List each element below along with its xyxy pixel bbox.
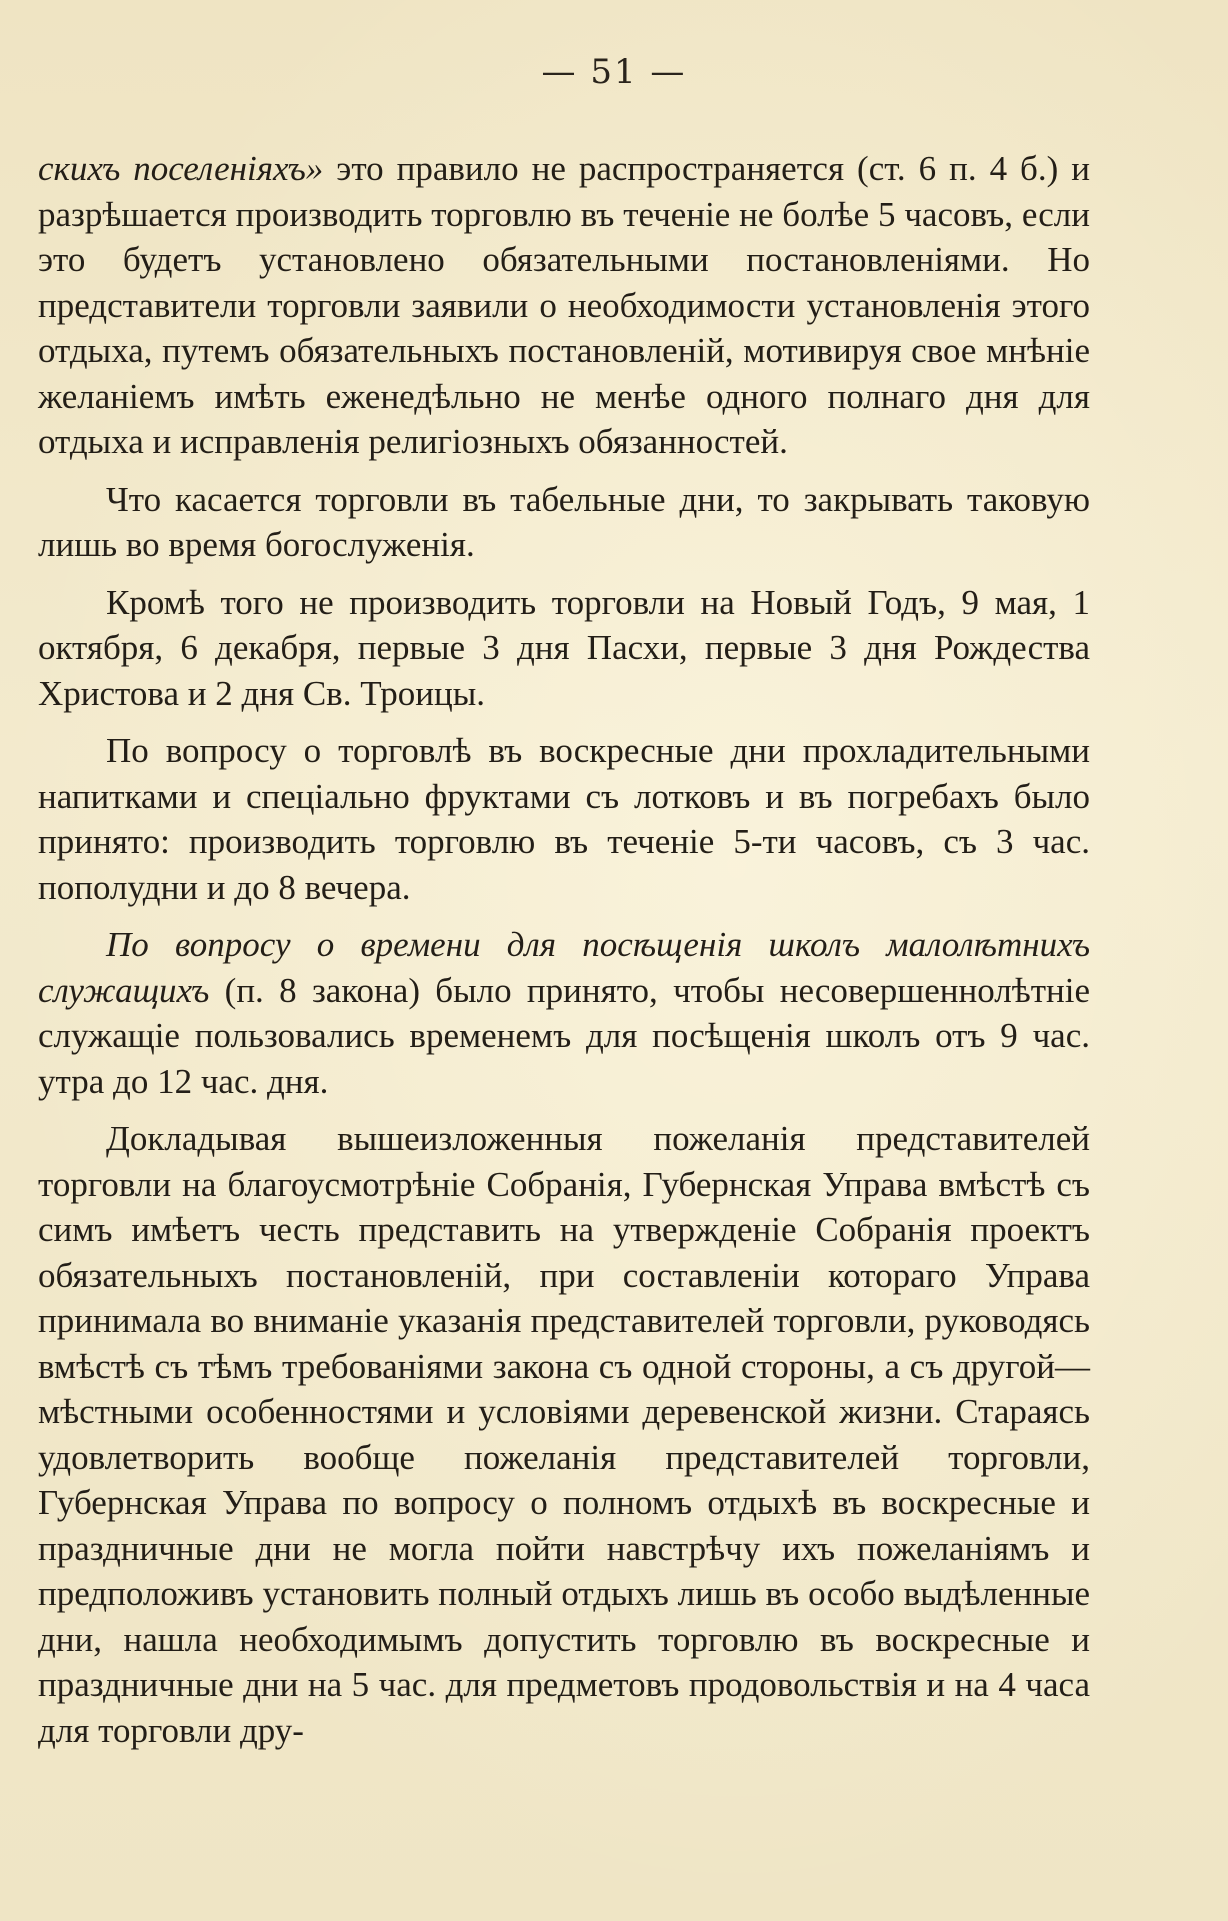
paragraph (38, 580, 1090, 717)
paragraph-text: По вопросу о торговлѣ въ воскресные дни прохладительными напитками и спеціально фруктами съ лотковъ и въ погребахъ было принято: производить торговлю въ теченіе 5-ти часовъ, съ 3 час. пополудни и до 8 вечера. (38, 731, 1090, 907)
paragraph-text: (п. 8 закона) было принято, чтобы несовершеннолѣтніе служащіе пользовались временемъ для посѣщенія школъ отъ 9 час. утра до 12 час. дня. (38, 970, 1090, 1101)
italic-lead: скихъ поселеніяхъ» (38, 149, 324, 188)
paragraph (38, 477, 1090, 568)
paragraph (38, 146, 1090, 465)
paragraph-text: Кромѣ того не производить торговли на Новый Годъ, 9 мая, 1 октября, 6 декабря, первые 3 дня Пасхи, первые 3 дня Рождества Христова и 2 дня Св. Троицы. (38, 582, 1090, 713)
paragraph-text: это правило не распространяется (ст. 6 п. 4 б.) и разрѣшается производить торговлю въ теченіе не болѣе 5 часовъ, если это будетъ установлено обязательными постановленіями. Но представители торговли заявили о необходимости установленія этого отдыха, путемъ обязательныхъ постановленій, мотивируя свое мнѣніе желаніемъ имѣть еженедѣльно не менѣе одного полнаго дня для отдыха и исправленія религіозныхъ обязанностей. (38, 149, 1090, 461)
body-text (38, 146, 1090, 1765)
italic-lead: По вопросу о времени для посѣщенія школъ малолѣтнихъ служащихъ (38, 925, 1090, 1010)
paragraph (38, 728, 1090, 910)
paragraph-text: Что касается торговли въ табельные дни, то закрывать таковую лишь во время богослуженія. (38, 479, 1090, 564)
paragraph-text: Докладывая вышеизложенныя пожеланія представителей торговли на благоусмотрѣніе Собранія, Губернская Управа вмѣстѣ съ симъ имѣетъ честь представить на утвержденіе Собранія проектъ обязательныхъ постановленій, при составленіи котораго Управа принимала во вниманіе указанія представителей торговли, руководясь вмѣстѣ съ тѣмъ требованіями закона съ одной стороны, а съ другой—мѣстными особенностями и условіями деревенской жизни. Стараясь удовлетворить вообще пожеланія представителей торговли, Губернская Управа по вопросу о полномъ отдыхѣ въ воскресные и праздничные дни не могла пойти навстрѣчу ихъ пожеланіямъ и предположивъ установить полный отдыхъ лишь въ особо выдѣленные дни, нашла необходимымъ допустить торговлю въ воскресные и праздничные дни на 5 час. для предметовъ продовольствія и на 4 часа для торговли дру- (38, 1119, 1090, 1750)
paragraph (38, 922, 1090, 1104)
page-number: — 51 — (541, 52, 687, 92)
paragraph (38, 1116, 1090, 1753)
